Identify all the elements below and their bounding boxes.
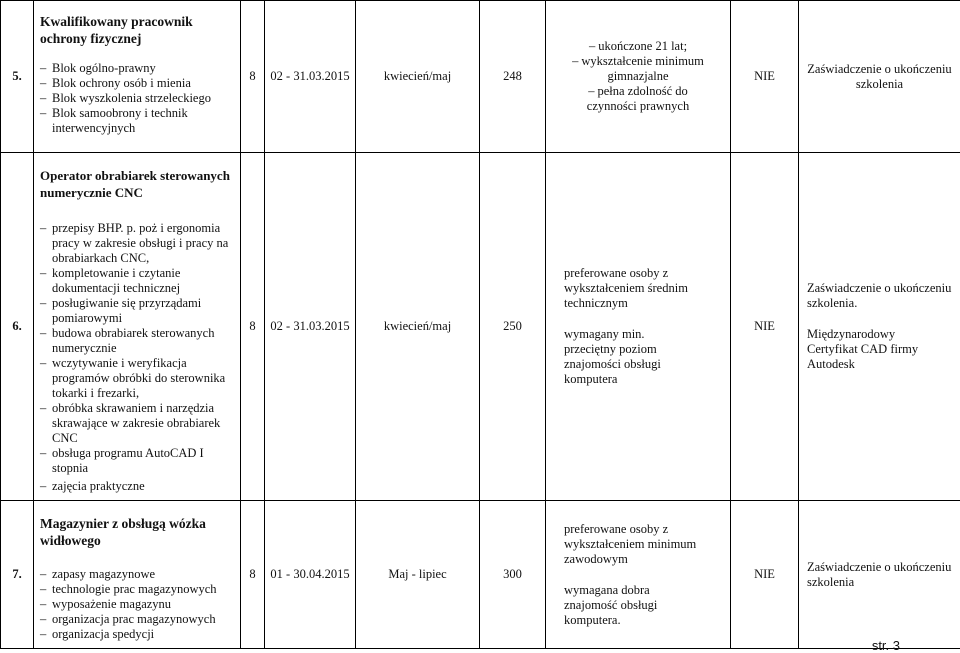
certificate-cell xyxy=(799,501,960,649)
course-dates: 02 - 31.03.2015 xyxy=(265,153,356,501)
list-item: – przepisy BHP. p. poż i ergonomia pracy w zakresie obsługi i pracy na obrabiarkach CNC, xyxy=(40,221,234,266)
course-months: kwiecień/maj xyxy=(356,1,480,153)
course-title: Operator obrabiarek sterowanych numerycznie CNC xyxy=(40,167,234,201)
certificate-text-2: Międzynarodowy Certyfikat CAD firmy Autodesk xyxy=(807,327,927,372)
list-item: – Blok ochrony osób i mienia xyxy=(40,76,234,91)
list-item: – organizacja spedycji xyxy=(40,627,234,642)
course-dates: 01 - 30.04.2015 xyxy=(265,501,356,649)
list-item: – wczytywanie i weryfikacja programów obróbki do sterownika tokarki i frezarki, xyxy=(40,356,234,401)
certificate-text: Zaświadczenie o ukończeniu szkolenia. xyxy=(807,281,956,311)
course-cell xyxy=(34,501,241,649)
certificate-text: Zaświadczenie o ukończeniu szkolenia xyxy=(799,560,960,590)
course-title: Kwalifikowany pracownik ochrony fizycznej xyxy=(40,13,234,47)
list-item: – wyposażenie magazynu xyxy=(40,597,234,612)
table-row xyxy=(1,1,960,153)
course-months: Maj - lipiec xyxy=(356,501,480,649)
course-hours: 248 xyxy=(480,1,546,153)
list-item: – Blok wyszkolenia strzeleckiego xyxy=(40,91,234,106)
list-item: – obróbka skrawaniem i narzędzia skrawające w zakresie obrabiarek CNC xyxy=(40,401,234,446)
row-number: 7. xyxy=(1,501,34,649)
participants-count: 8 xyxy=(241,1,265,153)
participants-count: 8 xyxy=(241,501,265,649)
certificate-cell xyxy=(799,1,960,153)
table-row xyxy=(1,501,960,649)
course-dates: 02 - 31.03.2015 xyxy=(265,1,356,153)
certificate-text: Zaświadczenie o ukończeniu szkolenia xyxy=(799,62,960,92)
certificate-cell xyxy=(799,153,960,501)
list-item: – technologie prac magazynowych xyxy=(40,582,234,597)
course-cell xyxy=(34,1,241,153)
list-item: – kompletowanie i czytanie dokumentacji technicznej xyxy=(40,266,234,296)
list-item: – pełna zdolność do czynności prawnych xyxy=(564,84,712,114)
course-hours: 300 xyxy=(480,501,546,649)
row-number: 5. xyxy=(1,1,34,153)
course-title: Magazynier z obsługą wózka widłowego xyxy=(40,515,215,549)
list-item: – wykształcenie minimum gimnazjalne xyxy=(564,54,712,84)
course-topics xyxy=(40,61,234,136)
requirement-text: wymagana dobra znajomość obsługi komputera. xyxy=(564,583,674,628)
list-item: – Blok samoobrony i technik interwencyjnych xyxy=(40,106,234,136)
requirements-cell xyxy=(546,501,731,649)
list-item: – zapasy magazynowe xyxy=(40,567,234,582)
funding-flag: NIE xyxy=(731,1,799,153)
course-topics xyxy=(40,567,234,642)
course-topics xyxy=(40,221,234,494)
list-item: – posługiwanie się przyrządami pomiarowymi xyxy=(40,296,234,326)
list-item: – obsługa programu AutoCAD I stopnia xyxy=(40,446,234,476)
list-item: – zajęcia praktyczne xyxy=(40,479,234,494)
preference-text: preferowane osoby z wykształceniem minimum zawodowym xyxy=(564,522,714,567)
list-item: – Blok ogólno-prawny xyxy=(40,61,234,76)
funding-flag: NIE xyxy=(731,501,799,649)
page-number: str. 3 xyxy=(872,638,900,653)
requirements-cell xyxy=(546,153,731,501)
requirement-text: wymagany min. przeciętny poziom znajomości obsługi komputera xyxy=(564,327,684,387)
requirements-cell xyxy=(546,1,731,153)
list-item: – organizacja prac magazynowych xyxy=(40,612,234,627)
course-hours: 250 xyxy=(480,153,546,501)
funding-flag: NIE xyxy=(731,153,799,501)
course-months: kwiecień/maj xyxy=(356,153,480,501)
preference-text: preferowane osoby z wykształceniem średnim technicznym xyxy=(564,266,704,311)
list-item: – ukończone 21 lat; xyxy=(564,39,712,54)
table-row xyxy=(1,153,960,501)
course-cell xyxy=(34,153,241,501)
participants-count: 8 xyxy=(241,153,265,501)
list-item: – budowa obrabiarek sterowanych numerycznie xyxy=(40,326,234,356)
row-number: 6. xyxy=(1,153,34,501)
